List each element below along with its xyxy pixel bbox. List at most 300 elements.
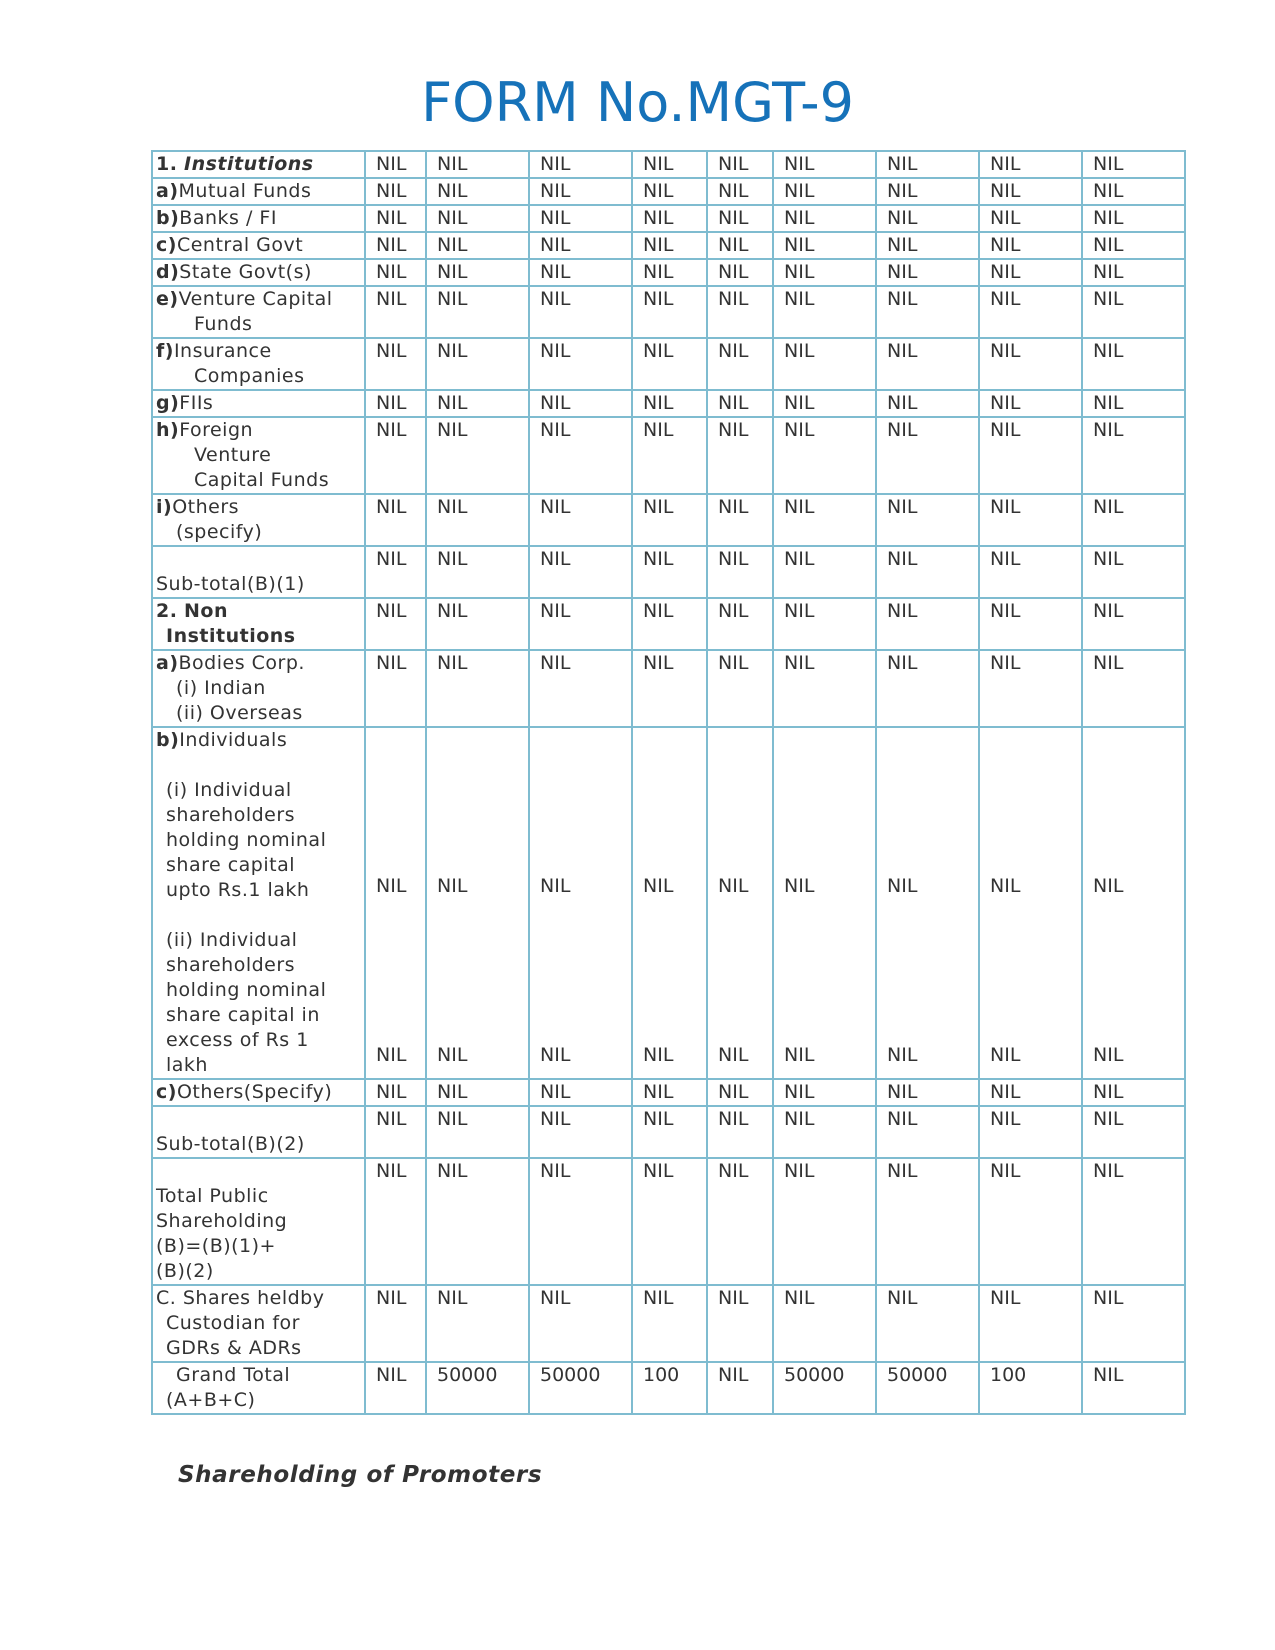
cell-value: NIL — [990, 234, 1021, 256]
cell-value: NIL — [784, 261, 815, 283]
row-label-cell — [152, 546, 365, 598]
row-label-text: lakh — [166, 1054, 208, 1076]
cell-value: NIL — [437, 1108, 468, 1130]
value-cell — [773, 1362, 876, 1414]
value-cell — [426, 259, 529, 286]
table-row — [152, 178, 1185, 205]
cell-value: 100 — [990, 1364, 1027, 1386]
cell-value: NIL — [718, 153, 749, 175]
cell-value: NIL — [1093, 392, 1124, 414]
cell-value: NIL — [376, 261, 407, 283]
value-cell — [529, 178, 632, 205]
cell-value: NIL — [376, 392, 407, 414]
value-cell — [529, 151, 632, 178]
value-cell — [1082, 1285, 1185, 1362]
value-cell — [979, 286, 1082, 338]
value-cell — [365, 178, 426, 205]
cell-value: NIL — [784, 652, 815, 674]
value-cell — [1082, 650, 1185, 727]
value-cell — [365, 546, 426, 598]
row-label-text: Institutions — [166, 625, 296, 647]
cell-value: NIL — [784, 1287, 815, 1309]
cell-value: NIL — [1093, 496, 1124, 518]
row-label-cell — [152, 494, 365, 546]
cell-value: NIL — [540, 153, 571, 175]
cell-value: NIL — [437, 340, 468, 362]
cell-value: NIL — [887, 1160, 918, 1182]
table-row — [152, 286, 1185, 338]
value-cell — [426, 1285, 529, 1362]
value-cell — [529, 1158, 632, 1285]
row-label-cell — [152, 417, 365, 494]
value-cell — [707, 205, 773, 232]
value-cell — [773, 178, 876, 205]
row-label-text: (ii) Overseas — [176, 702, 303, 724]
cell-value: NIL — [540, 180, 571, 202]
cell-value: NIL — [540, 600, 571, 622]
value-cell — [1082, 286, 1185, 338]
value-cell — [773, 1285, 876, 1362]
cell-value: NIL — [1093, 1108, 1124, 1130]
cell-value: NIL — [990, 548, 1021, 570]
cell-value: NIL — [437, 600, 468, 622]
cell-value: NIL — [643, 1160, 674, 1182]
value-cell — [979, 259, 1082, 286]
value-cell — [1082, 494, 1185, 546]
cell-value: NIL — [1093, 548, 1124, 570]
row-label-text: Individuals — [179, 729, 288, 751]
value-cell — [773, 151, 876, 178]
value-cell — [426, 232, 529, 259]
row-label-text: Mutual Funds — [178, 180, 312, 202]
cell-value: NIL — [990, 652, 1021, 674]
row-label-prefix: a) — [156, 652, 179, 674]
value-cell — [529, 286, 632, 338]
cell-value: NIL — [643, 261, 674, 283]
table-row — [152, 650, 1185, 727]
value-cell — [1082, 598, 1185, 650]
value-cell — [876, 494, 979, 546]
value-cell — [529, 727, 632, 1079]
cell-value: NIL — [887, 548, 918, 570]
cell-value: NIL — [718, 419, 749, 441]
value-cell — [632, 650, 707, 727]
value-cell — [426, 1106, 529, 1158]
value-cell — [529, 494, 632, 546]
cell-value: NIL — [718, 1044, 749, 1066]
cell-value: NIL — [540, 261, 571, 283]
value-cell — [365, 338, 426, 390]
cell-value: NIL — [643, 180, 674, 202]
value-cell — [1082, 1079, 1185, 1106]
row-label-prefix: e) — [156, 288, 179, 310]
row-label-prefix: d) — [156, 261, 180, 283]
value-cell — [632, 232, 707, 259]
cell-value: NIL — [1093, 1081, 1124, 1103]
row-label-text: Non — [184, 600, 228, 622]
cell-value: NIL — [887, 1044, 918, 1066]
cell-value: NIL — [376, 1160, 407, 1182]
cell-value: NIL — [1093, 340, 1124, 362]
value-cell — [773, 390, 876, 417]
value-cell — [426, 417, 529, 494]
cell-value: NIL — [437, 496, 468, 518]
value-cell — [365, 598, 426, 650]
value-cell — [632, 1285, 707, 1362]
cell-value: NIL — [887, 496, 918, 518]
cell-value: NIL — [784, 234, 815, 256]
value-cell — [632, 259, 707, 286]
cell-value: NIL — [784, 1044, 815, 1066]
table-row — [152, 598, 1185, 650]
value-cell — [979, 151, 1082, 178]
cell-value: NIL — [718, 875, 749, 897]
value-cell — [707, 494, 773, 546]
value-cell — [365, 417, 426, 494]
value-cell — [707, 1158, 773, 1285]
cell-value: NIL — [437, 419, 468, 441]
value-cell — [773, 1106, 876, 1158]
value-cell — [876, 178, 979, 205]
cell-value: NIL — [1093, 875, 1124, 897]
value-cell — [632, 1079, 707, 1106]
value-cell — [632, 338, 707, 390]
row-label-text: Venture — [194, 444, 272, 466]
cell-value: NIL — [887, 1287, 918, 1309]
cell-value: NIL — [784, 180, 815, 202]
cell-value: NIL — [540, 1287, 571, 1309]
row-label-text: Others — [172, 496, 240, 518]
value-cell — [365, 1285, 426, 1362]
value-cell — [632, 1106, 707, 1158]
row-label-prefix: c) — [156, 234, 177, 256]
value-cell — [529, 650, 632, 727]
value-cell — [707, 259, 773, 286]
cell-value: NIL — [784, 1081, 815, 1103]
cell-value: NIL — [540, 392, 571, 414]
cell-value: NIL — [540, 1108, 571, 1130]
value-cell — [632, 546, 707, 598]
row-label-prefix: 1. — [156, 153, 178, 175]
value-cell — [1082, 546, 1185, 598]
value-cell — [773, 1158, 876, 1285]
cell-value: NIL — [990, 392, 1021, 414]
value-cell — [365, 1362, 426, 1414]
row-label-text: shareholders — [166, 954, 296, 976]
value-cell — [876, 338, 979, 390]
cell-value: NIL — [437, 1044, 468, 1066]
table-row — [152, 151, 1185, 178]
value-cell — [979, 546, 1082, 598]
value-cell — [1082, 232, 1185, 259]
value-cell — [1082, 1362, 1185, 1414]
value-cell — [632, 178, 707, 205]
row-label-text: Others(Specify) — [176, 1081, 333, 1103]
table-row — [152, 232, 1185, 259]
value-cell — [707, 650, 773, 727]
value-cell — [1082, 338, 1185, 390]
cell-value: NIL — [990, 496, 1021, 518]
table-row — [152, 727, 1185, 1079]
cell-value: NIL — [1093, 234, 1124, 256]
row-label-text: (ii) Individual — [166, 929, 298, 951]
cell-value: NIL — [718, 261, 749, 283]
value-cell — [876, 417, 979, 494]
row-label-cell — [152, 338, 365, 390]
value-cell — [632, 417, 707, 494]
value-cell — [426, 205, 529, 232]
cell-value: NIL — [1093, 288, 1124, 310]
row-label-cell — [152, 727, 365, 1079]
value-cell — [632, 286, 707, 338]
shareholding-table — [151, 150, 1186, 1415]
cell-value: NIL — [376, 288, 407, 310]
value-cell — [707, 151, 773, 178]
cell-value: NIL — [718, 288, 749, 310]
cell-value: NIL — [376, 340, 407, 362]
value-cell — [707, 178, 773, 205]
row-label-text: Companies — [194, 365, 305, 387]
cell-value: NIL — [1093, 600, 1124, 622]
cell-value: NIL — [887, 261, 918, 283]
value-cell — [876, 151, 979, 178]
value-cell — [773, 286, 876, 338]
row-label-text: Bodies Corp. — [178, 652, 305, 674]
value-cell — [773, 727, 876, 1079]
cell-value: NIL — [1093, 1364, 1124, 1386]
cell-value: NIL — [1093, 207, 1124, 229]
cell-value: NIL — [887, 234, 918, 256]
cell-value: NIL — [887, 1108, 918, 1130]
cell-value: NIL — [437, 234, 468, 256]
value-cell — [426, 1362, 529, 1414]
value-cell — [979, 1285, 1082, 1362]
value-cell — [979, 205, 1082, 232]
cell-value: NIL — [718, 1287, 749, 1309]
value-cell — [773, 546, 876, 598]
cell-value: NIL — [990, 1044, 1021, 1066]
value-cell — [979, 650, 1082, 727]
value-cell — [529, 1285, 632, 1362]
row-label-text: Insurance — [173, 340, 272, 362]
value-cell — [979, 1362, 1082, 1414]
value-cell — [876, 205, 979, 232]
cell-value: NIL — [643, 207, 674, 229]
value-cell — [876, 727, 979, 1079]
value-cell — [876, 390, 979, 417]
row-label-text: Sub-total(B)(2) — [156, 1133, 305, 1155]
cell-value: NIL — [1093, 1044, 1124, 1066]
cell-value: NIL — [376, 875, 407, 897]
cell-value: NIL — [990, 1108, 1021, 1130]
row-label-text: share capital — [166, 854, 296, 876]
cell-value: NIL — [437, 1081, 468, 1103]
value-cell — [979, 1158, 1082, 1285]
value-cell — [876, 1106, 979, 1158]
value-cell — [876, 1158, 979, 1285]
cell-value: NIL — [376, 1044, 407, 1066]
value-cell — [1082, 417, 1185, 494]
row-label-text: Banks / FI — [179, 207, 277, 229]
row-label-cell — [152, 650, 365, 727]
value-cell — [529, 259, 632, 286]
table-row — [152, 417, 1185, 494]
row-label-prefix: a) — [156, 180, 179, 202]
cell-value: NIL — [887, 652, 918, 674]
value-cell — [1082, 1158, 1185, 1285]
cell-value: NIL — [887, 875, 918, 897]
cell-value: NIL — [540, 1044, 571, 1066]
value-cell — [632, 598, 707, 650]
value-cell — [365, 286, 426, 338]
value-cell — [365, 1079, 426, 1106]
cell-value: NIL — [540, 419, 571, 441]
row-label-text: holding nominal — [166, 979, 327, 1001]
value-cell — [979, 338, 1082, 390]
row-label-prefix: g) — [156, 392, 180, 414]
cell-value: NIL — [887, 340, 918, 362]
row-label-cell — [152, 1285, 365, 1362]
cell-value: NIL — [376, 234, 407, 256]
row-label-cell — [152, 598, 365, 650]
cell-value: NIL — [643, 1044, 674, 1066]
cell-value: NIL — [437, 1160, 468, 1182]
value-cell — [632, 1158, 707, 1285]
cell-value: NIL — [437, 392, 468, 414]
cell-value: NIL — [643, 288, 674, 310]
cell-value: NIL — [643, 496, 674, 518]
row-label-cell — [152, 1158, 365, 1285]
row-label-prefix: c) — [156, 1081, 177, 1103]
value-cell — [529, 338, 632, 390]
value-cell — [979, 178, 1082, 205]
row-label-cell — [152, 259, 365, 286]
row-label-text: Central Govt — [176, 234, 304, 256]
section-heading: Shareholding of Promoters — [178, 1462, 543, 1488]
value-cell — [707, 232, 773, 259]
row-label-prefix: i) — [156, 496, 173, 518]
value-cell — [1082, 259, 1185, 286]
row-label-text: Funds — [194, 313, 253, 335]
cell-value: NIL — [990, 600, 1021, 622]
cell-value: NIL — [784, 207, 815, 229]
value-cell — [979, 1079, 1082, 1106]
cell-value: NIL — [990, 875, 1021, 897]
cell-value: NIL — [643, 392, 674, 414]
row-label-cell — [152, 178, 365, 205]
cell-value: 100 — [643, 1364, 680, 1386]
row-label-cell — [152, 1079, 365, 1106]
value-cell — [529, 546, 632, 598]
cell-value: NIL — [718, 1160, 749, 1182]
row-label-text: shareholders — [166, 804, 296, 826]
value-cell — [773, 259, 876, 286]
value-cell — [979, 1106, 1082, 1158]
value-cell — [365, 650, 426, 727]
value-cell — [365, 390, 426, 417]
value-cell — [707, 390, 773, 417]
cell-value: NIL — [784, 1108, 815, 1130]
cell-value: NIL — [887, 392, 918, 414]
value-cell — [773, 338, 876, 390]
cell-value: NIL — [887, 1081, 918, 1103]
cell-value: NIL — [643, 548, 674, 570]
cell-value: NIL — [887, 207, 918, 229]
cell-value: NIL — [990, 1287, 1021, 1309]
cell-value: NIL — [990, 1081, 1021, 1103]
cell-value: NIL — [376, 207, 407, 229]
cell-value: NIL — [376, 548, 407, 570]
cell-value: NIL — [540, 548, 571, 570]
value-cell — [707, 1106, 773, 1158]
table-row — [152, 1362, 1185, 1414]
cell-value: NIL — [376, 1287, 407, 1309]
row-label-prefix: b) — [156, 207, 180, 229]
value-cell — [876, 1285, 979, 1362]
cell-value: NIL — [437, 652, 468, 674]
value-cell — [426, 1158, 529, 1285]
cell-value: NIL — [718, 340, 749, 362]
value-cell — [773, 598, 876, 650]
value-cell — [773, 232, 876, 259]
row-label-text: GDRs & ADRs — [166, 1337, 302, 1359]
cell-value: NIL — [437, 153, 468, 175]
value-cell — [426, 650, 529, 727]
cell-value: NIL — [643, 600, 674, 622]
cell-value: NIL — [540, 288, 571, 310]
value-cell — [979, 232, 1082, 259]
cell-value: NIL — [990, 180, 1021, 202]
value-cell — [529, 232, 632, 259]
table-row — [152, 546, 1185, 598]
cell-value: NIL — [643, 875, 674, 897]
value-cell — [426, 151, 529, 178]
cell-value: NIL — [540, 496, 571, 518]
cell-value: NIL — [990, 207, 1021, 229]
value-cell — [529, 205, 632, 232]
cell-value: NIL — [643, 1081, 674, 1103]
cell-value: NIL — [784, 496, 815, 518]
cell-value: NIL — [643, 1108, 674, 1130]
row-label-prefix: 2. — [156, 600, 178, 622]
cell-value: NIL — [784, 875, 815, 897]
row-label-text: (B)(2) — [156, 1260, 214, 1282]
cell-value: NIL — [784, 600, 815, 622]
value-cell — [1082, 151, 1185, 178]
cell-value: NIL — [784, 392, 815, 414]
cell-value: NIL — [643, 153, 674, 175]
form-title: FORM No.MGT-9 — [421, 71, 854, 134]
value-cell — [876, 650, 979, 727]
value-cell — [876, 232, 979, 259]
cell-value: NIL — [784, 1160, 815, 1182]
row-label-text: (i) Individual — [166, 779, 292, 801]
cell-value: NIL — [540, 207, 571, 229]
row-label-text: State Govt(s) — [179, 261, 312, 283]
row-label-text: Venture Capital — [178, 288, 333, 310]
value-cell — [707, 598, 773, 650]
cell-value: NIL — [1093, 153, 1124, 175]
row-label-text: share capital in — [166, 1004, 320, 1026]
value-cell — [632, 494, 707, 546]
row-label-cell — [152, 205, 365, 232]
value-cell — [1082, 1106, 1185, 1158]
value-cell — [529, 1079, 632, 1106]
cell-value: NIL — [643, 419, 674, 441]
row-label-text: Foreign — [179, 419, 254, 441]
row-label-cell — [152, 232, 365, 259]
row-label-cell — [152, 1362, 365, 1414]
